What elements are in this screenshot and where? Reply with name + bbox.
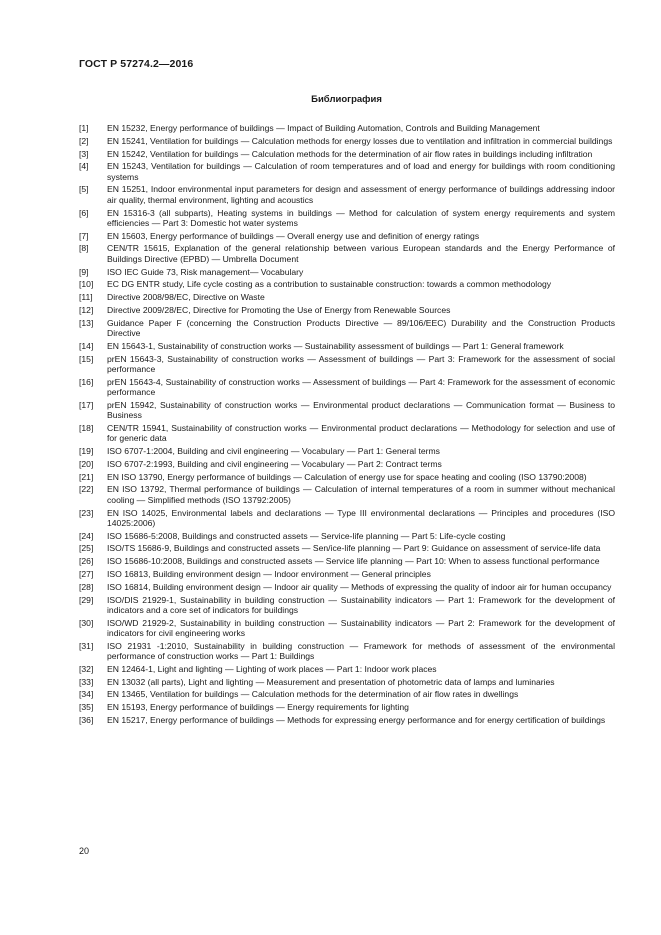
page-number: 20	[79, 846, 90, 856]
reference-number: [20]	[79, 458, 94, 469]
reference-text: ISO 21931 -1:2010, Sustainability in building construction — Framework for methods of assessment of the environmental performance of construction works — Part 1: Buildings	[107, 640, 615, 662]
reference-number: [32]	[79, 663, 94, 674]
reference-number: [24]	[79, 530, 94, 541]
reference-number: [15]	[79, 353, 94, 364]
reference-text: EN 12464-1, Light and lighting — Lighting of work places — Part 1: Indoor work places	[107, 663, 437, 674]
reference-item	[79, 267, 615, 277]
reference-number: [26]	[79, 556, 94, 567]
reference-number: [11]	[79, 292, 93, 303]
reference-item	[79, 341, 615, 351]
reference-number: [21]	[79, 471, 94, 482]
reference-text: EN 15242, Ventilation for buildings — Calculation methods for the determination of air flow rates in buildings including infiltration	[107, 148, 593, 159]
reference-text: EN 15241, Ventilation for buildings — Calculation methods for energy losses due to ventilation and infiltration in commercial buildings	[107, 135, 613, 146]
reference-item	[79, 354, 615, 375]
reference-item	[79, 664, 615, 674]
reference-text: EN 13465, Ventilation for buildings — Calculation methods for the determination of air flow rates in dwellings	[107, 689, 519, 700]
reference-text: EN 15251, Indoor environmental input parameters for design and assessment of energy performance of buildings addressing indoor air quality, thermal environment, lighting and acoustics	[107, 184, 615, 205]
reference-number: [4]	[79, 161, 89, 172]
reference-item	[79, 292, 615, 302]
reference-text: EC DG ENTR study, Life cycle costing as a contribution to sustainable construction: towards a common methodology	[107, 279, 552, 290]
reference-item	[79, 595, 615, 616]
reference-number: [34]	[79, 689, 94, 700]
reference-text: Directive 2009/28/EC, Directive for Promoting the Use of Energy from Renewable Sources	[107, 304, 451, 315]
reference-item	[79, 184, 615, 205]
reference-item	[79, 377, 615, 398]
reference-number: [13]	[79, 317, 94, 328]
reference-number: [31]	[79, 640, 94, 651]
reference-item	[79, 149, 615, 159]
reference-number: [23]	[79, 507, 94, 518]
reference-text: ISO/WD 21929-2, Sustainability in building construction — Sustainability indicators — Part 2: Framework for the development of indicators for civil engineering works	[107, 617, 615, 638]
reference-text: ISO IEC Guide 73, Risk management— Vocabulary	[107, 266, 304, 277]
reference-number: [2]	[79, 135, 89, 146]
section-title: Библиография	[311, 94, 382, 105]
reference-text: EN 15316-3 (all subparts), Heating systems in buildings — Method for calculation of system energy requirements and system efficiencies — Part 3: Domestic hot water systems	[107, 207, 615, 228]
reference-number: [1]	[79, 123, 89, 133]
reference-number: [18]	[79, 422, 94, 433]
reference-text: EN 15232, Energy performance of buildings — Impact of Building Automation, Controls and Building Management	[107, 123, 540, 133]
reference-item	[79, 531, 615, 541]
reference-text: Directive 2008/98/EC, Directive on Waste	[107, 292, 265, 303]
reference-item	[79, 459, 615, 469]
reference-number: [7]	[79, 230, 89, 241]
reference-number: [16]	[79, 376, 94, 387]
reference-number: [35]	[79, 702, 94, 713]
reference-item	[79, 446, 615, 456]
reference-item	[79, 305, 615, 315]
reference-text: CEN/TR 15941, Sustainability of construction works — Environmental product declarations — Methodology for selection and use of for generic data	[107, 422, 615, 444]
reference-text: Guidance Paper F (concerning the Construction Products Directive — 89/106/EEC) Durability and the Construction Products Directive	[107, 317, 615, 339]
reference-number: [27]	[79, 568, 94, 579]
reference-text: ISO/DIS 21929-1, Sustainability in building construction — Sustainability indicators — Part 1: Framework for the development of indicators and a core set of indicators for buildings	[107, 594, 615, 615]
reference-text: CEN/TR 15615, Explanation of the general relationship between various European standards and the Energy Performance of Buildings Directive (EPBD) — Umbrella Document	[107, 243, 615, 264]
reference-text: EN ISO 14025, Environmental labels and declarations — Type III environmental declarations — Principles and procedures (ISO 14025:2006)	[107, 507, 615, 528]
reference-item	[79, 136, 615, 146]
reference-text: EN 15603, Energy performance of buildings — Overall energy use and definition of energy ratings	[107, 230, 480, 241]
reference-number: [29]	[79, 594, 94, 605]
reference-number: [33]	[79, 676, 94, 687]
reference-item	[79, 400, 615, 421]
reference-text: EN ISO 13792, Thermal performance of buildings — Calculation of internal temperatures of a room in summer without mechanical cooling — Simplified methods (ISO 13792:2005)	[107, 484, 615, 505]
reference-number: [22]	[79, 484, 94, 495]
reference-text: EN 13032 (all parts), Light and lighting — Measurement and presentation of photometric data of lamps and luminaries	[107, 676, 555, 687]
reference-number: [8]	[79, 243, 89, 254]
reference-item	[79, 702, 615, 712]
reference-number: [36]	[79, 715, 94, 726]
reference-item	[79, 472, 615, 482]
reference-item	[79, 543, 615, 553]
reference-item	[79, 556, 615, 566]
reference-text: prEN 15942, Sustainability of construction works — Environmental product declarations — Communication format — Business to Business	[107, 399, 615, 421]
reference-item	[79, 641, 615, 662]
reference-number: [6]	[79, 207, 89, 218]
document-header: ГОСТ Р 57274.2—2016	[79, 58, 194, 70]
reference-item	[79, 161, 615, 182]
reference-text: ISO 15686-5:2008, Buildings and constructed assets — Service-life planning — Part 5: Life-cycle costing	[107, 530, 506, 541]
reference-item	[79, 582, 615, 592]
reference-item	[79, 243, 615, 264]
reference-number: [12]	[79, 304, 94, 315]
reference-text: prEN 15643-4, Sustainability of construction works — Assessment of buildings — Part 4: Framework for the assessment of economic performance	[107, 376, 615, 398]
reference-text: ISO 16814, Building environment design — Indoor air quality — Methods of expressing the quality of indoor air for human occupancy	[107, 581, 612, 592]
reference-item	[79, 318, 615, 339]
reference-number: [28]	[79, 581, 94, 592]
reference-text: EN 15643-1, Sustainability of construction works — Sustainability assessment of buildings — Part 1: General framework	[107, 340, 564, 351]
reference-text: EN 15243, Ventilation for buildings — Calculation of room temperatures and of load and energy for buildings with room conditioning systems	[107, 161, 615, 182]
reference-text: ISO 15686-10:2008, Buildings and constructed assets — Service life planning — Part 10: When to assess functional performance	[107, 556, 600, 567]
reference-text: prEN 15643-3, Sustainability of construction works — Assessment of buildings — Part 3: Framework for the assessment of social performance	[107, 353, 615, 374]
reference-number: [10]	[79, 279, 94, 290]
reference-item	[79, 508, 615, 529]
reference-number: [9]	[79, 266, 89, 277]
reference-text: ISO/TS 15686-9, Buildings and constructed assets — Sen/ice-life planning — Part 9: Guidance on assessment of service-life data	[107, 543, 601, 554]
reference-number: [17]	[79, 399, 94, 410]
reference-text: ISO 6707-1:2004, Building and civil engineering — Vocabulary — Part 1: General terms	[107, 446, 440, 457]
reference-text: EN 15217, Energy performance of buildings — Methods for expressing energy performance and for energy certification of buildings	[107, 715, 606, 726]
reference-number: [3]	[79, 148, 89, 159]
reference-item	[79, 231, 615, 241]
reference-item	[79, 569, 615, 579]
reference-text: ISO 16813, Building environment design — Indoor environment — General principles	[107, 568, 431, 579]
reference-number: [19]	[79, 446, 94, 457]
reference-text: ISO 6707-2:1993, Building and civil engineering — Vocabulary — Part 2: Contract terms	[107, 458, 442, 469]
reference-item	[79, 123, 615, 133]
reference-item	[79, 484, 615, 505]
reference-item	[79, 618, 615, 639]
reference-number: [14]	[79, 340, 94, 351]
reference-number: [25]	[79, 543, 94, 554]
reference-text: EN 15193, Energy performance of buildings — Energy requirements for lighting	[107, 702, 409, 713]
reference-item	[79, 423, 615, 444]
reference-item	[79, 279, 615, 289]
reference-item	[79, 677, 615, 687]
reference-number: [5]	[79, 184, 89, 195]
bibliography-list	[79, 123, 615, 728]
reference-number: [30]	[79, 617, 94, 628]
reference-item	[79, 208, 615, 229]
reference-item	[79, 689, 615, 699]
reference-item	[79, 715, 615, 725]
reference-text: EN ISO 13790, Energy performance of buildings — Calculation of energy use for space heating and cooling (ISO 13790:2008)	[107, 471, 587, 482]
